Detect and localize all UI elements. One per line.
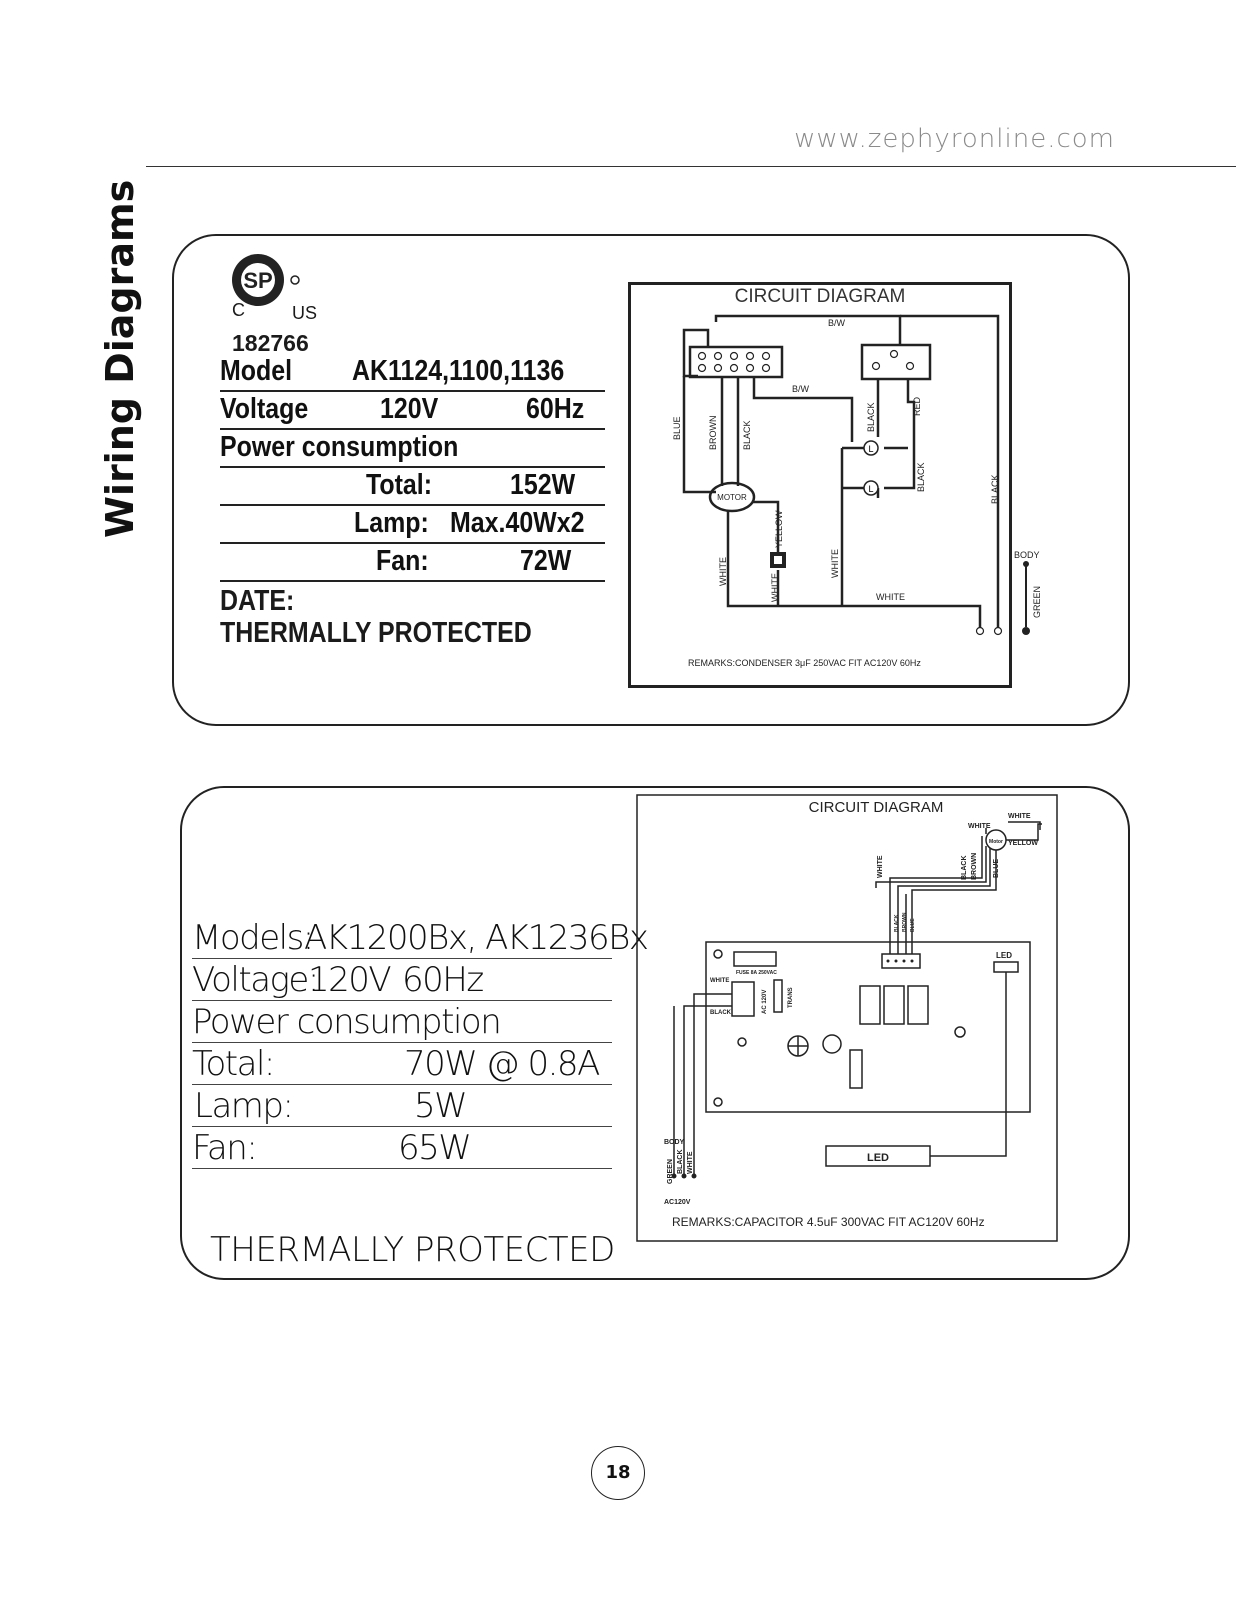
- wire-black-2: BLACK: [866, 402, 876, 432]
- wire-green-2: GREEN: [667, 1159, 674, 1184]
- date-label: DATE:: [220, 585, 295, 617]
- total-value: 152W: [510, 469, 576, 501]
- label1-voltage-row: [220, 390, 605, 430]
- lamp-symbol-2: L: [868, 484, 874, 494]
- body-label-2: BODY: [664, 1139, 685, 1146]
- wire-white-horizontal: WHITE: [876, 592, 905, 602]
- thermal-protected-1: THERMALLY PROTECTED: [220, 617, 532, 649]
- label1-model-row: [220, 352, 605, 392]
- led-connector-label: LED: [996, 951, 1012, 960]
- lamp-symbol-1: L: [868, 444, 874, 454]
- wire-brown-s: BROWN: [902, 912, 908, 932]
- label1-power-row: [220, 428, 605, 468]
- ac120-board-label: AC 120V: [762, 989, 768, 1014]
- trans-label: TRANS: [788, 987, 794, 1008]
- lamp-value: Max.40Wx2: [450, 507, 585, 539]
- wire-black-4: BLACK: [990, 474, 1000, 504]
- power-label: Power consumption: [220, 431, 459, 463]
- wire-green: GREEN: [1032, 585, 1042, 618]
- remarks-1: REMARKS:CONDENSER 3μF 250VAC FIT AC120V 60Hz: [688, 658, 921, 668]
- label1-fan-row: [220, 542, 605, 582]
- website-url: www.zephyronline.com: [794, 124, 1115, 154]
- voltage-label: Voltage: [220, 393, 309, 425]
- frequency-value: 60Hz: [526, 393, 585, 425]
- wire-black-in: BLACK: [710, 1010, 731, 1016]
- cert-left: C: [232, 300, 245, 320]
- circuit-diagram-1: [628, 282, 1042, 690]
- wire-red: RED: [912, 396, 922, 416]
- label2-power-row: [192, 1002, 612, 1043]
- circuit-diagram-2: [636, 794, 1060, 1246]
- led-box-label: LED: [867, 1152, 889, 1164]
- frequency-value-2: 60Hz: [402, 960, 483, 1000]
- wire-black-3: BLACK: [916, 462, 926, 492]
- wire-brown: BROWN: [708, 415, 718, 450]
- diagram2-title: CIRCUIT DIAGRAM: [808, 799, 944, 816]
- ac120v-label: AC120V: [664, 1199, 691, 1206]
- voltage-value: 120V: [380, 393, 439, 425]
- label2-lamp-row: [192, 1086, 612, 1127]
- label1-lamp-row: [220, 504, 605, 544]
- wire-yellow-2: YELLOW: [1008, 840, 1038, 847]
- total-label: Total:: [366, 469, 433, 501]
- label2-models-row: [192, 918, 648, 959]
- model-label: Model: [220, 355, 293, 387]
- wire-yellow: YELLOW: [774, 510, 784, 548]
- wire-white-in: WHITE: [710, 978, 730, 984]
- wire-white-2: WHITE: [770, 573, 780, 602]
- wire-white-1: WHITE: [718, 557, 728, 586]
- motor-label: MOTOR: [717, 493, 747, 502]
- cert-number: 182766: [232, 330, 309, 356]
- lamp-value-2: 5W: [414, 1086, 467, 1126]
- wire-white-top: WHITE: [1008, 813, 1031, 820]
- wire-bw-mid: B/W: [792, 384, 809, 394]
- wire-blue-2: BLUE: [993, 858, 1000, 878]
- page-number: 18: [591, 1446, 645, 1500]
- total-label-2: Total:: [192, 1044, 274, 1084]
- wire-brown-2: BROWN: [971, 852, 978, 880]
- models-value: AK1200Bx, AK1236Bx: [304, 918, 648, 958]
- wire-black-b: BLACK: [677, 1149, 684, 1174]
- wire-black-1: BLACK: [742, 420, 752, 450]
- section-title: Wiring Diagrams: [98, 179, 142, 538]
- wire-black-s: BLACK: [894, 914, 900, 932]
- diagram1-title: CIRCUIT DIAGRAM: [734, 286, 906, 307]
- wire-white-3: WHITE: [830, 549, 840, 578]
- wire-black-2: BLACK: [961, 855, 968, 880]
- label2-fan-row: [192, 1128, 612, 1169]
- fan-value: 72W: [520, 545, 572, 577]
- wire-blue: BLUE: [672, 416, 682, 440]
- wire-white-v: WHITE: [877, 855, 884, 878]
- wire-white-a: WHITE: [968, 823, 991, 830]
- fan-label: Fan:: [376, 545, 429, 577]
- thermal-protected-2: THERMALLY PROTECTED: [210, 1230, 615, 1270]
- label2-total-row: [192, 1044, 612, 1085]
- model-value: AK1124,1100,1136: [352, 355, 565, 387]
- body-label: BODY: [1014, 550, 1040, 560]
- total-value-2: 70W @ 0.8A: [404, 1044, 599, 1084]
- fuse-label: FUSE 8A 250VAC: [736, 970, 777, 976]
- fan-value-2: 65W: [398, 1128, 471, 1168]
- motor-label-2: Motor: [989, 839, 1003, 845]
- remarks-2: REMARKS:CAPACITOR 4.5uF 300VAC FIT AC120V 60Hz: [672, 1215, 985, 1229]
- voltage-label-2: Voltage:: [192, 960, 318, 1000]
- wire-blue-s: BLUE: [910, 918, 916, 932]
- voltage-value-2: 120V: [308, 960, 391, 1000]
- cert-right: US: [292, 303, 318, 323]
- fan-label-2: Fan:: [192, 1128, 257, 1168]
- header-rule: [146, 166, 1236, 167]
- wire-bw-top: B/W: [828, 318, 845, 328]
- models-label: Models:: [192, 918, 313, 958]
- svg-text:SP: SP: [243, 268, 273, 293]
- wire-white-b: WHITE: [687, 1151, 694, 1174]
- lamp-label: Lamp:: [354, 507, 429, 539]
- power-label-2: Power consumption: [192, 1002, 501, 1042]
- lamp-label-2: Lamp:: [194, 1086, 293, 1126]
- label2-voltage-row: [192, 960, 612, 1001]
- label1-total-row: [220, 466, 605, 506]
